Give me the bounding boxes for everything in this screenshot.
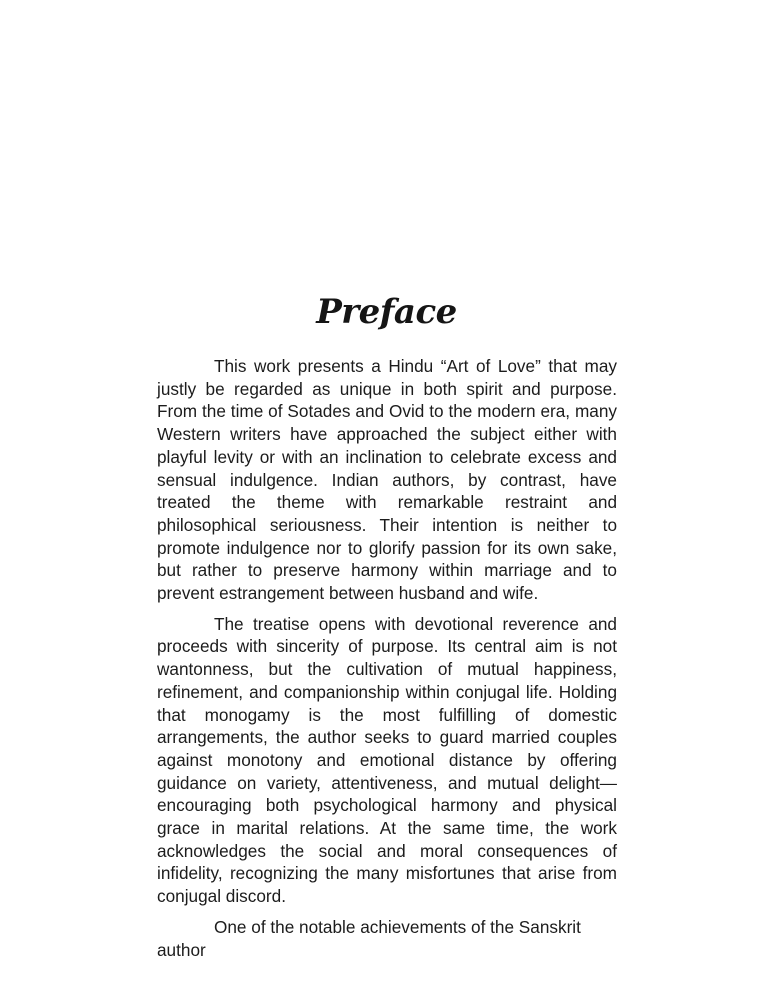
paragraph-1: This work presents a Hindu “Art of Love” that may justly be regarded as unique in both spirit and purpose. From the time of Sotades and Ovid to the modern era, many Western writers have approached the subject either with playful levity or with an inclination to celebrate excess and sensual indulgence. Indian authors, by contrast, have treated the theme with remarkable restraint and philosophical seriousness. Their intention is neither to promote indulgence nor to glorify passion for its own sake, but rather to preserve harmony within marriage and to prevent estrangement between husband and wife. [157, 356, 617, 604]
page-title: Preface [316, 292, 457, 332]
preface-body [157, 355, 617, 969]
paragraph-2: The treatise opens with devotional reverence and proceeds with sincerity of purpose. Its central aim is not wantonness, but the cultivation of mutual happiness, refinement, and companionship within conjugal life. Holding that monogamy is the most fulfilling of domestic arrangements, the author seeks to guard married couples against monotony and emotional distance by offering guidance on variety, attentiveness, and mutual delight—encouraging both psychological harmony and physical grace in marital relations. At the same time, the work acknowledges the social and moral consequences of infidelity, recognizing the many misfortunes that arise from conjugal discord. [157, 613, 617, 907]
paragraph-3: One of the notable achievements of the Sanskrit author [157, 916, 581, 960]
